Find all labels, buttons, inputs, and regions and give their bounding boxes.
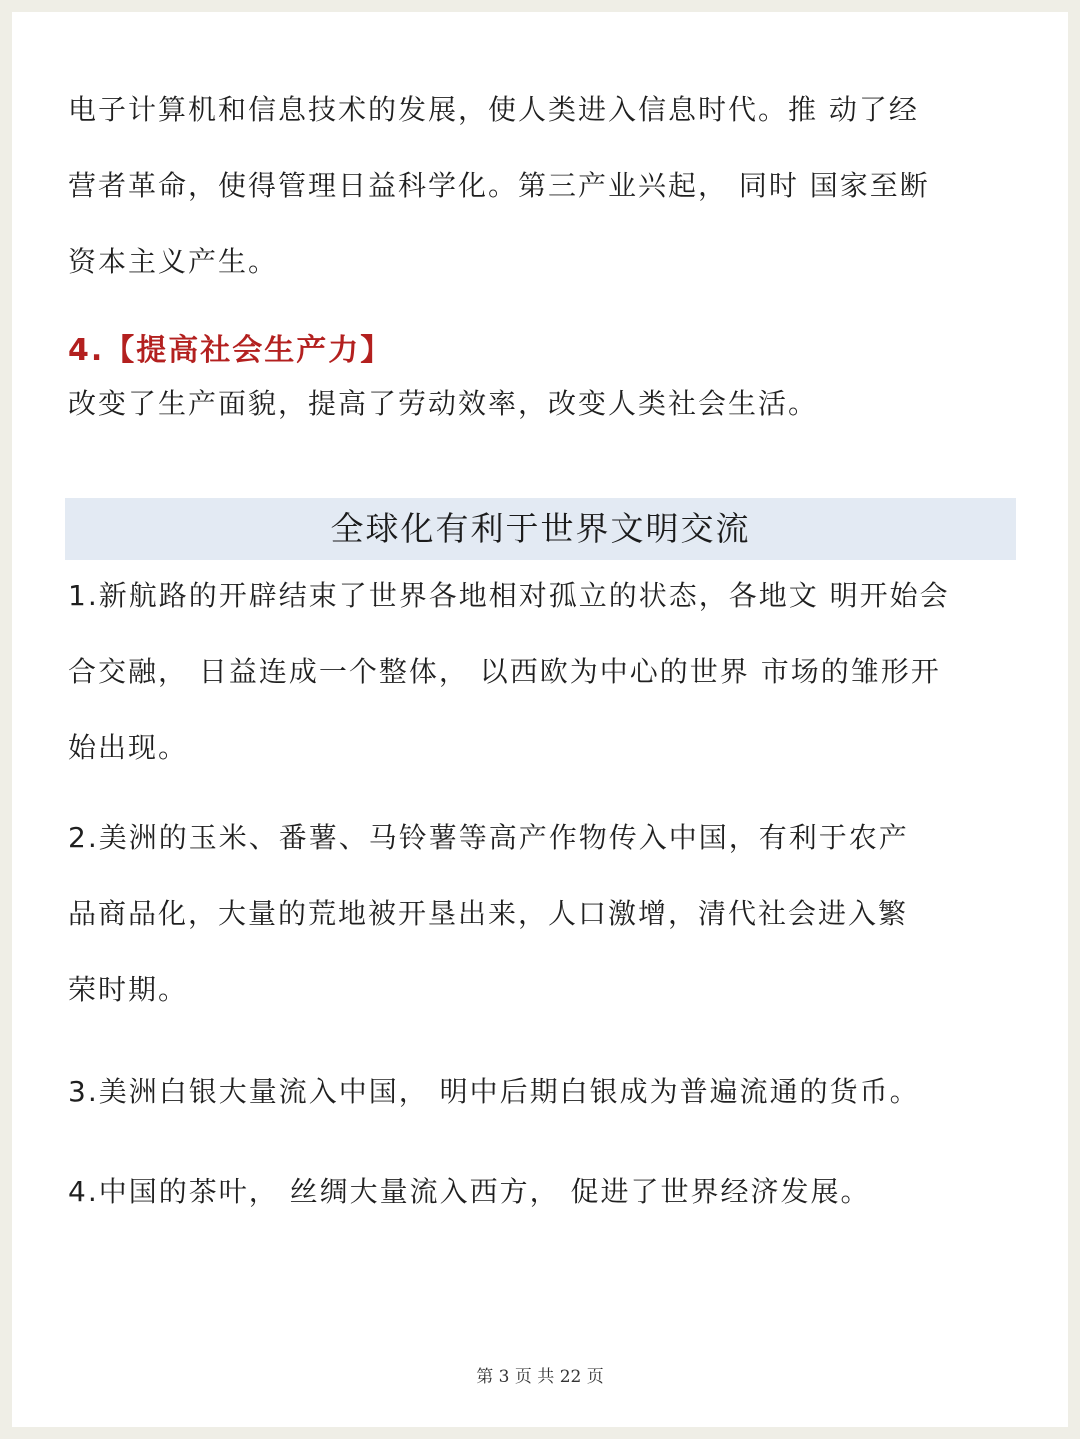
list-item-1	[68, 558, 1028, 786]
point-4-text: 改变了生产面貌，提高了劳动效率，改变人类社会生活。	[68, 387, 819, 420]
text-line: 营者革命，使得管理日益科学化。第三产业兴起， 同时 国家至断	[68, 169, 930, 202]
section-title-band	[65, 498, 1016, 560]
text-line: 始出现。	[68, 731, 189, 764]
text-line: 电子计算机和信息技术的发展，使人类进入信息时代。推 动了经	[68, 93, 919, 126]
point-4-heading: 4.【提高社会生产力】	[68, 333, 393, 368]
list-item-4	[68, 1172, 1028, 1212]
text-line: 资本主义产生。	[68, 245, 279, 278]
list-item-2	[68, 800, 1028, 1028]
document-page	[12, 12, 1068, 1427]
text-line: 品商品化，大量的荒地被开垦出来，人口激增，清代社会进入繁	[68, 897, 909, 930]
text-line: 合交融， 日益连成一个整体， 以西欧为中心的世界 市场的雏形开	[68, 655, 941, 688]
page-number-footer: 第 3 页 共 22 页	[476, 1367, 604, 1387]
text-line: 3.美洲白银大量流入中国， 明中后期白银成为普遍流通的货币。	[68, 1075, 920, 1108]
list-item-3	[68, 1072, 1028, 1112]
intro-paragraph	[68, 72, 1028, 300]
text-line: 1.新航路的开辟结束了世界各地相对孤立的状态，各地文 明开始会	[68, 579, 950, 612]
text-line: 2.美洲的玉米、番薯、马铃薯等高产作物传入中国，有利于农产	[68, 821, 909, 854]
section-title: 全球化有利于世界文明交流	[330, 509, 751, 548]
text-line: 4.中国的茶叶， 丝绸大量流入西方， 促进了世界经济发展。	[68, 1175, 871, 1208]
text-line: 荣时期。	[68, 973, 189, 1006]
